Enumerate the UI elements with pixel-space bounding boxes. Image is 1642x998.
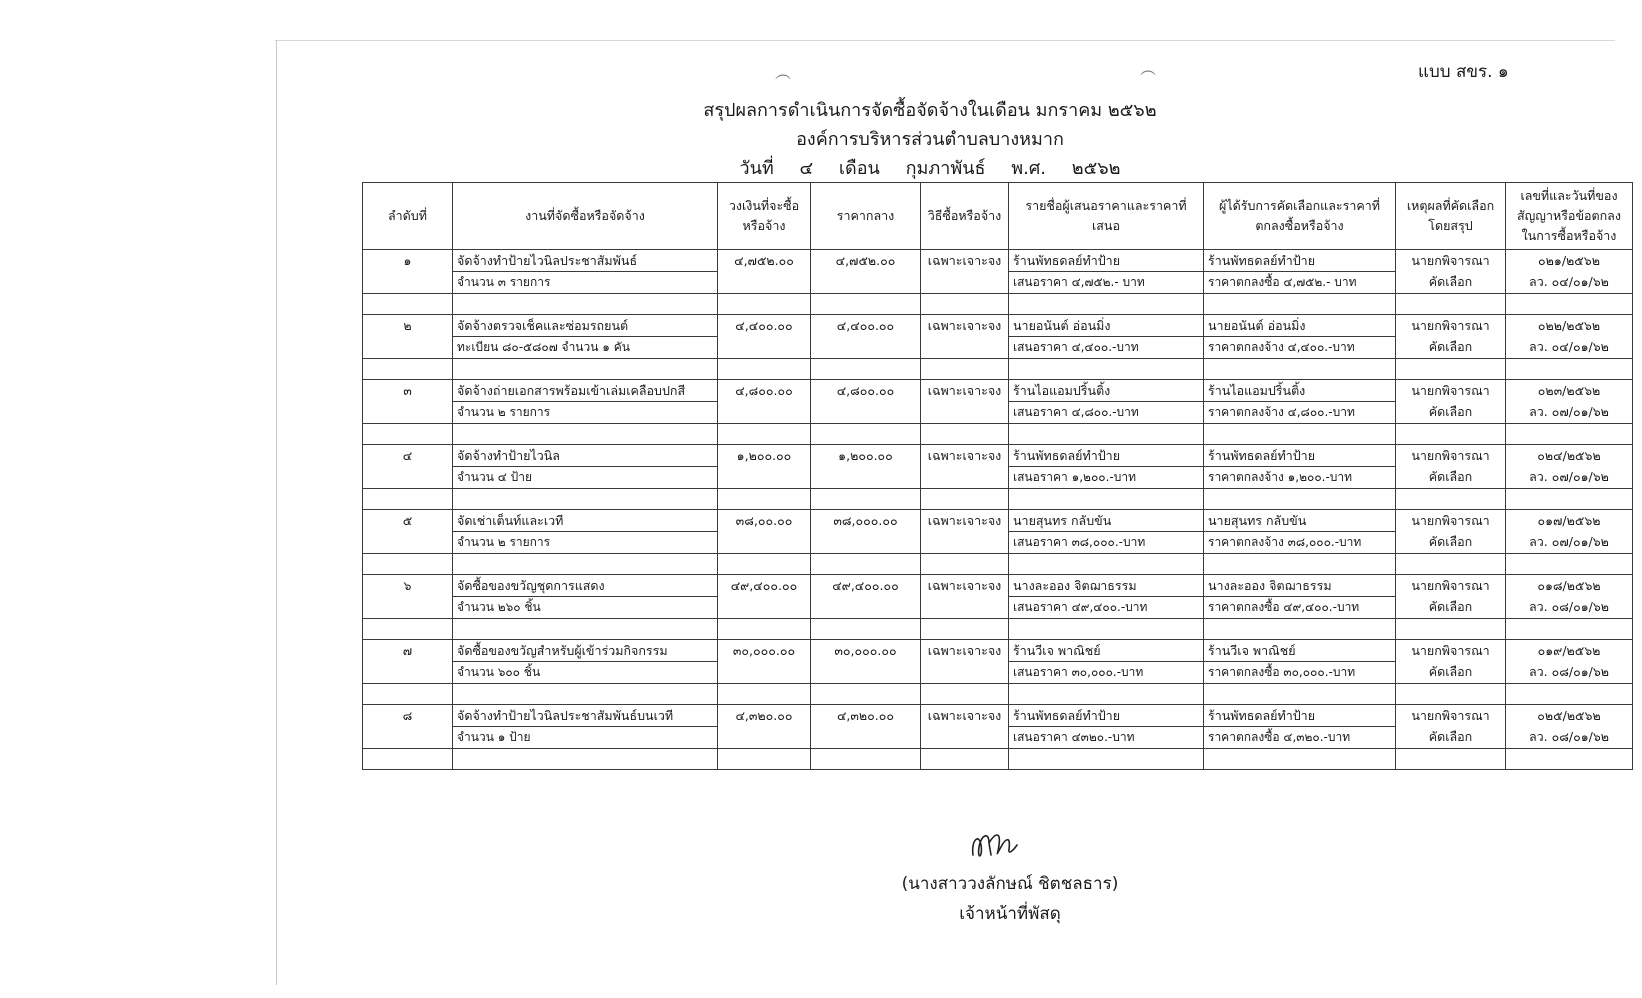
agreed-price: ราคาตกลงซื้อ ๔,๗๕๒.- บาท: [1204, 272, 1396, 294]
empty-cell: [718, 467, 811, 489]
table-row: [363, 445, 1633, 467]
selection-reason-detail: คัดเลือก: [1396, 727, 1506, 749]
column-header: ลำดับที่: [363, 183, 453, 250]
agreed-price: ราคาตกลงจ้าง ๔,๔๐๐.-บาท: [1204, 337, 1396, 359]
agreed-price: ราคาตกลงจ้าง ๓๘,๐๐๐.-บาท: [1204, 532, 1396, 554]
median-price: ๑,๒๐๐.๐๐: [811, 445, 921, 467]
selection-reason-detail: คัดเลือก: [1396, 402, 1506, 424]
selected-vendor: ร้านวีเจ พาณิชย์: [1204, 640, 1396, 662]
spacer-row: [363, 554, 1633, 575]
date-year: ๒๕๖๒: [1071, 158, 1121, 179]
empty-cell: [1009, 554, 1204, 575]
empty-cell: [363, 749, 453, 770]
empty-cell: [1009, 294, 1204, 315]
empty-cell: [1009, 684, 1204, 705]
bid-price: เสนอราคา ๑,๒๐๐.-บาท: [1009, 467, 1204, 489]
empty-cell: [718, 749, 811, 770]
empty-cell: [1506, 424, 1633, 445]
empty-cell: [363, 662, 453, 684]
agreed-price: ราคาตกลงซื้อ ๓๐,๐๐๐.-บาท: [1204, 662, 1396, 684]
procurement-item: จัดจ้างถ่ายเอกสารพร้อมเข้าเล่มเคลือบปกสี: [453, 380, 718, 402]
empty-cell: [811, 294, 921, 315]
bidder-name: นายอนันต์ อ่อนมิ่ง: [1009, 315, 1204, 337]
table-row-detail: [363, 272, 1633, 294]
table-body: [363, 250, 1633, 770]
empty-cell: [921, 597, 1009, 619]
empty-cell: [921, 662, 1009, 684]
column-header: ราคากลาง: [811, 183, 921, 250]
empty-cell: [718, 662, 811, 684]
table-row-detail: [363, 337, 1633, 359]
empty-cell: [1009, 749, 1204, 770]
spacer-row: [363, 619, 1633, 640]
row-number: ๘: [363, 705, 453, 727]
median-price: ๔๙,๔๐๐.๐๐: [811, 575, 921, 597]
empty-cell: [1204, 294, 1396, 315]
empty-cell: [1396, 359, 1506, 380]
column-header: วงเงินที่จะซื้อหรือจ้าง: [718, 183, 811, 250]
bid-price: เสนอราคา ๔๓๒๐.-บาท: [1009, 727, 1204, 749]
empty-cell: [363, 424, 453, 445]
median-price: ๓๐,๐๐๐.๐๐: [811, 640, 921, 662]
empty-cell: [1009, 489, 1204, 510]
selected-vendor: ร้านไอแอมปริ้นติ้ง: [1204, 380, 1396, 402]
bid-price: เสนอราคา ๔,๗๕๒.- บาท: [1009, 272, 1204, 294]
agreed-price: ราคาตกลงซื้อ ๔๙,๔๐๐.-บาท: [1204, 597, 1396, 619]
empty-cell: [811, 489, 921, 510]
empty-cell: [1396, 684, 1506, 705]
procurement-item: จัดจ้างทำป้ายไวนิลประชาสัมพันธ์บนเวที: [453, 705, 718, 727]
empty-cell: [453, 489, 718, 510]
median-price: ๔,๓๒๐.๐๐: [811, 705, 921, 727]
procurement-method: เฉพาะเจาะจง: [921, 250, 1009, 272]
median-price: ๔,๗๕๒.๐๐: [811, 250, 921, 272]
contract-date: ลว. ๐๘/๐๑/๖๒: [1506, 597, 1633, 619]
empty-cell: [363, 532, 453, 554]
contract-number: ๐๒๕/๒๕๖๒: [1506, 705, 1633, 727]
table-row: [363, 250, 1633, 272]
item-detail: จำนวน ๔ ป้าย: [453, 467, 718, 489]
empty-cell: [718, 554, 811, 575]
empty-cell: [811, 554, 921, 575]
procurement-method: เฉพาะเจาะจง: [921, 575, 1009, 597]
contract-number: ๐๒๒/๒๕๖๒: [1506, 315, 1633, 337]
column-header: งานที่จัดซื้อหรือจัดจ้าง: [453, 183, 718, 250]
contract-number: ๐๑๙/๒๕๖๒: [1506, 640, 1633, 662]
column-header: เหตุผลที่คัดเลือกโดยสรุป: [1396, 183, 1506, 250]
empty-cell: [363, 597, 453, 619]
empty-cell: [1009, 424, 1204, 445]
empty-cell: [453, 359, 718, 380]
procurement-summary-table: [362, 182, 1633, 770]
selected-vendor: ร้านพัทธดลย์ทำป้าย: [1204, 250, 1396, 272]
contract-date: ลว. ๐๘/๐๑/๖๒: [1506, 727, 1633, 749]
date-prefix: วันที่: [739, 158, 774, 179]
empty-cell: [718, 597, 811, 619]
row-number: ๒: [363, 315, 453, 337]
budget-amount: ๔,๔๐๐.๐๐: [718, 315, 811, 337]
empty-cell: [811, 359, 921, 380]
item-detail: จำนวน ๓ รายการ: [453, 272, 718, 294]
procurement-item: จัดเช่าเต็นท์และเวที: [453, 510, 718, 532]
contract-date: ลว. ๐๔/๐๑/๖๒: [1506, 337, 1633, 359]
empty-cell: [718, 359, 811, 380]
scan-edge: [275, 40, 1615, 41]
empty-cell: [811, 684, 921, 705]
empty-cell: [1204, 489, 1396, 510]
table-row-detail: [363, 727, 1633, 749]
signature-image: [965, 825, 1025, 865]
selection-reason: นายกพิจารณา: [1396, 380, 1506, 402]
empty-cell: [453, 424, 718, 445]
selection-reason-detail: คัดเลือก: [1396, 272, 1506, 294]
column-header: รายชื่อผู้เสนอราคาและราคาที่เสนอ: [1009, 183, 1204, 250]
budget-amount: ๑,๒๐๐.๐๐: [718, 445, 811, 467]
empty-cell: [718, 424, 811, 445]
empty-cell: [1506, 489, 1633, 510]
empty-cell: [453, 294, 718, 315]
empty-cell: [718, 619, 811, 640]
empty-cell: [363, 727, 453, 749]
contract-number: ๐๒๔/๒๕๖๒: [1506, 445, 1633, 467]
procurement-method: เฉพาะเจาะจง: [921, 705, 1009, 727]
document-title: สรุปผลการดำเนินการจัดซื้อจัดจ้างในเดือน มกราคม ๒๕๖๒: [703, 100, 1157, 121]
bid-price: เสนอราคา ๔,๘๐๐.-บาท: [1009, 402, 1204, 424]
selection-reason: นายกพิจารณา: [1396, 640, 1506, 662]
contract-date: ลว. ๐๔/๐๑/๖๒: [1506, 272, 1633, 294]
table-row: [363, 575, 1633, 597]
agreed-price: ราคาตกลงจ้าง ๔,๘๐๐.-บาท: [1204, 402, 1396, 424]
row-number: ๑: [363, 250, 453, 272]
table-row-detail: [363, 532, 1633, 554]
bidder-name: ร้านไอแอมปริ้นติ้ง: [1009, 380, 1204, 402]
empty-cell: [1506, 359, 1633, 380]
table-header-row: [363, 183, 1633, 250]
item-detail: จำนวน ๒๖๐ ชิ้น: [453, 597, 718, 619]
bid-price: เสนอราคา ๓๐,๐๐๐.-บาท: [1009, 662, 1204, 684]
empty-cell: [1396, 749, 1506, 770]
empty-cell: [1009, 619, 1204, 640]
empty-cell: [1506, 554, 1633, 575]
table-row-detail: [363, 597, 1633, 619]
selected-vendor: นายสุนทร กลับขัน: [1204, 510, 1396, 532]
empty-cell: [718, 532, 811, 554]
empty-cell: [811, 337, 921, 359]
empty-cell: [921, 359, 1009, 380]
bidder-name: นายสุนทร กลับขัน: [1009, 510, 1204, 532]
empty-cell: [1506, 684, 1633, 705]
contract-number: ๐๑๗/๒๕๖๒: [1506, 510, 1633, 532]
agreed-price: ราคาตกลงซื้อ ๔,๓๒๐.-บาท: [1204, 727, 1396, 749]
table-row-detail: [363, 662, 1633, 684]
contract-date: ลว. ๐๗/๐๑/๖๒: [1506, 467, 1633, 489]
empty-cell: [1506, 294, 1633, 315]
empty-cell: [921, 402, 1009, 424]
empty-cell: [921, 619, 1009, 640]
bidder-name: ร้านพัทธดลย์ทำป้าย: [1009, 705, 1204, 727]
budget-amount: ๓๐,๐๐๐.๐๐: [718, 640, 811, 662]
selected-vendor: ร้านพัทธดลย์ทำป้าย: [1204, 705, 1396, 727]
empty-cell: [811, 727, 921, 749]
selection-reason: นายกพิจารณา: [1396, 250, 1506, 272]
empty-cell: [921, 532, 1009, 554]
item-detail: จำนวน ๑ ป้าย: [453, 727, 718, 749]
organization-name: องค์การบริหารส่วนตำบลบางหมาก: [796, 129, 1064, 150]
empty-cell: [1396, 489, 1506, 510]
median-price: ๔,๘๐๐.๐๐: [811, 380, 921, 402]
selected-vendor: ร้านพัทธดลย์ทำป้าย: [1204, 445, 1396, 467]
empty-cell: [921, 272, 1009, 294]
signatory-position: เจ้าหน้าที่พัสดุ: [959, 904, 1061, 924]
procurement-method: เฉพาะเจาะจง: [921, 380, 1009, 402]
contract-number: ๐๒๓/๒๕๖๒: [1506, 380, 1633, 402]
empty-cell: [921, 424, 1009, 445]
table-row: [363, 380, 1633, 402]
selection-reason: นายกพิจารณา: [1396, 575, 1506, 597]
empty-cell: [811, 662, 921, 684]
bidder-name: ร้านพัทธดลย์ทำป้าย: [1009, 250, 1204, 272]
empty-cell: [921, 467, 1009, 489]
empty-cell: [453, 749, 718, 770]
spacer-row: [363, 359, 1633, 380]
row-number: ๖: [363, 575, 453, 597]
item-detail: จำนวน ๒ รายการ: [453, 532, 718, 554]
selection-reason-detail: คัดเลือก: [1396, 467, 1506, 489]
column-header: เลขที่และวันที่ของสัญญาหรือข้อตกลงในการซื้อหรือจ้าง: [1506, 183, 1633, 250]
table-row: [363, 315, 1633, 337]
spacer-row: [363, 424, 1633, 445]
column-header: วิธีซื้อหรือจ้าง: [921, 183, 1009, 250]
date-month-label: เดือน: [838, 158, 880, 179]
empty-cell: [363, 402, 453, 424]
procurement-method: เฉพาะเจาะจง: [921, 445, 1009, 467]
date-day: ๔: [799, 158, 814, 179]
scan-mark: ︵: [775, 63, 792, 82]
empty-cell: [718, 402, 811, 424]
row-number: ๗: [363, 640, 453, 662]
table-row-detail: [363, 467, 1633, 489]
budget-amount: ๓๘,๐๐.๐๐: [718, 510, 811, 532]
empty-cell: [718, 337, 811, 359]
agreed-price: ราคาตกลงจ้าง ๑,๒๐๐.-บาท: [1204, 467, 1396, 489]
contract-number: ๐๒๑/๒๕๖๒: [1506, 250, 1633, 272]
budget-amount: ๔,๓๒๐.๐๐: [718, 705, 811, 727]
contract-date: ลว. ๐๘/๐๑/๖๒: [1506, 662, 1633, 684]
empty-cell: [1204, 684, 1396, 705]
row-number: ๔: [363, 445, 453, 467]
empty-cell: [363, 359, 453, 380]
median-price: ๓๘,๐๐๐.๐๐: [811, 510, 921, 532]
procurement-method: เฉพาะเจาะจง: [921, 510, 1009, 532]
spacer-row: [363, 684, 1633, 705]
contract-date: ลว. ๐๗/๐๑/๖๒: [1506, 402, 1633, 424]
date-year-label: พ.ศ.: [1011, 158, 1046, 179]
selection-reason: นายกพิจารณา: [1396, 510, 1506, 532]
empty-cell: [363, 294, 453, 315]
selection-reason: นายกพิจารณา: [1396, 315, 1506, 337]
empty-cell: [811, 597, 921, 619]
empty-cell: [363, 467, 453, 489]
empty-cell: [811, 467, 921, 489]
column-header: ผู้ได้รับการคัดเลือกและราคาที่ตกลงซื้อหรือจ้าง: [1204, 183, 1396, 250]
budget-amount: ๔,๘๐๐.๐๐: [718, 380, 811, 402]
empty-cell: [363, 489, 453, 510]
document-date: [640, 153, 1220, 182]
empty-cell: [921, 554, 1009, 575]
empty-cell: [811, 619, 921, 640]
empty-cell: [921, 727, 1009, 749]
spacer-row: [363, 489, 1633, 510]
item-detail: จำนวน ๒ รายการ: [453, 402, 718, 424]
date-month: กุมภาพันธ์: [905, 158, 986, 179]
empty-cell: [363, 554, 453, 575]
empty-cell: [1009, 359, 1204, 380]
empty-cell: [363, 684, 453, 705]
empty-cell: [921, 489, 1009, 510]
procurement-item: จัดจ้างตรวจเช็คและซ่อมรถยนต์: [453, 315, 718, 337]
empty-cell: [1204, 619, 1396, 640]
selection-reason-detail: คัดเลือก: [1396, 337, 1506, 359]
empty-cell: [811, 532, 921, 554]
empty-cell: [1204, 554, 1396, 575]
table-row: [363, 510, 1633, 532]
bidder-name: ร้านวีเจ พาณิชย์: [1009, 640, 1204, 662]
empty-cell: [718, 727, 811, 749]
signatory-name: (นางสาววงลักษณ์ ชิตชลธาร): [901, 874, 1119, 894]
bid-price: เสนอราคา ๓๘,๐๐๐.-บาท: [1009, 532, 1204, 554]
empty-cell: [1204, 749, 1396, 770]
empty-cell: [363, 272, 453, 294]
table-row: [363, 640, 1633, 662]
empty-cell: [1396, 424, 1506, 445]
empty-cell: [718, 489, 811, 510]
procurement-method: เฉพาะเจาะจง: [921, 640, 1009, 662]
empty-cell: [921, 337, 1009, 359]
empty-cell: [921, 684, 1009, 705]
item-detail: ทะเบียน ๘๐-๕๘๐๗ จำนวน ๑ คัน: [453, 337, 718, 359]
empty-cell: [453, 619, 718, 640]
procurement-item: จัดจ้างทำป้ายไวนิล: [453, 445, 718, 467]
scan-mark: ︵: [1140, 59, 1157, 78]
selected-vendor: นางละออง จิตฌาธรรม: [1204, 575, 1396, 597]
empty-cell: [811, 402, 921, 424]
empty-cell: [363, 619, 453, 640]
selection-reason-detail: คัดเลือก: [1396, 532, 1506, 554]
table-row-detail: [363, 402, 1633, 424]
empty-cell: [921, 294, 1009, 315]
empty-cell: [453, 684, 718, 705]
selection-reason: นายกพิจารณา: [1396, 705, 1506, 727]
empty-cell: [453, 554, 718, 575]
scan-edge: [276, 40, 277, 985]
selection-reason: นายกพิจารณา: [1396, 445, 1506, 467]
empty-cell: [718, 684, 811, 705]
empty-cell: [718, 272, 811, 294]
bid-price: เสนอราคา ๔,๔๐๐.-บาท: [1009, 337, 1204, 359]
item-detail: จำนวน ๖๐๐ ชิ้น: [453, 662, 718, 684]
selection-reason-detail: คัดเลือก: [1396, 662, 1506, 684]
contract-date: ลว. ๐๗/๐๑/๖๒: [1506, 532, 1633, 554]
contract-number: ๐๑๘/๒๕๖๒: [1506, 575, 1633, 597]
empty-cell: [811, 272, 921, 294]
empty-cell: [1204, 359, 1396, 380]
empty-cell: [1396, 294, 1506, 315]
budget-amount: ๔๙,๔๐๐.๐๐: [718, 575, 811, 597]
procurement-item: จัดจ้างทำป้ายไวนิลประชาสัมพันธ์: [453, 250, 718, 272]
empty-cell: [1506, 619, 1633, 640]
empty-cell: [363, 337, 453, 359]
empty-cell: [1204, 424, 1396, 445]
empty-cell: [718, 294, 811, 315]
empty-cell: [921, 749, 1009, 770]
selected-vendor: นายอนันต์ อ่อนมิ่ง: [1204, 315, 1396, 337]
procurement-item: จัดซื้อของขวัญสำหรับผู้เข้าร่วมกิจกรรม: [453, 640, 718, 662]
budget-amount: ๔,๗๕๒.๐๐: [718, 250, 811, 272]
spacer-row: [363, 294, 1633, 315]
bidder-name: นางละออง จิตฌาธรรม: [1009, 575, 1204, 597]
selection-reason-detail: คัดเลือก: [1396, 597, 1506, 619]
row-number: ๕: [363, 510, 453, 532]
empty-cell: [1396, 554, 1506, 575]
empty-cell: [811, 749, 921, 770]
spacer-row: [363, 749, 1633, 770]
empty-cell: [1506, 749, 1633, 770]
table-row: [363, 705, 1633, 727]
row-number: ๓: [363, 380, 453, 402]
bidder-name: ร้านพัทธดลย์ทำป้าย: [1009, 445, 1204, 467]
procurement-method: เฉพาะเจาะจง: [921, 315, 1009, 337]
procurement-item: จัดซื้อของขวัญชุดการแสดง: [453, 575, 718, 597]
empty-cell: [1396, 619, 1506, 640]
empty-cell: [811, 424, 921, 445]
median-price: ๔,๔๐๐.๐๐: [811, 315, 921, 337]
form-code: แบบ สขร. ๑: [1418, 62, 1509, 82]
bid-price: เสนอราคา ๔๙,๔๐๐.-บาท: [1009, 597, 1204, 619]
